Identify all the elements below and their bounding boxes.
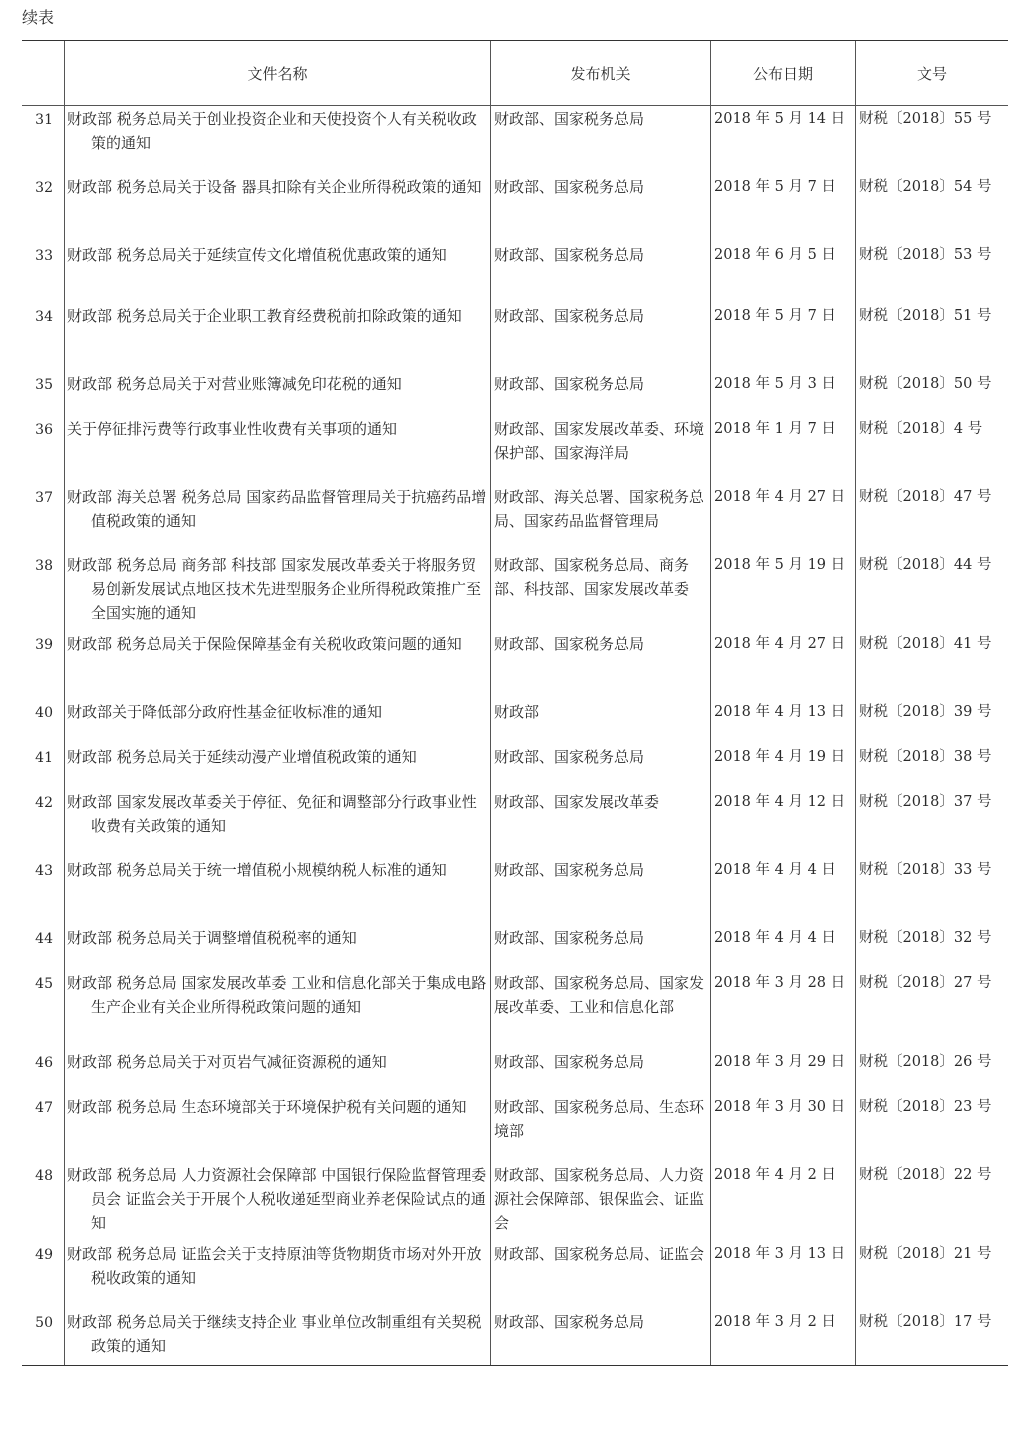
document-number-cell: 财税〔2018〕53 号 [855, 242, 1008, 303]
publish-date-cell: 2018 年 4 月 2 日 [710, 1162, 855, 1241]
issuing-authority-cell: 财政部、国家税务总局 [490, 631, 710, 699]
issuing-authority-cell: 财政部、国家税务总局 [490, 1309, 710, 1365]
document-name-cell: 财政部 税务总局 商务部 科技部 国家发展改革委关于将服务贸易创新发展试点地区技术先进型服务企业所得税政策推广至全国实施的通知 [64, 552, 490, 631]
publish-date-cell: 2018 年 4 月 4 日 [710, 857, 855, 925]
header-publish-date: 公布日期 [710, 41, 855, 105]
document-number-cell: 财税〔2018〕41 号 [855, 631, 1008, 699]
document-name-cell: 财政部 税务总局 生态环境部关于环境保护税有关问题的通知 [64, 1094, 490, 1162]
publish-date-cell: 2018 年 3 月 28 日 [710, 970, 855, 1049]
row-number: 40 [35, 705, 53, 721]
row-number: 41 [35, 750, 53, 766]
document-number-cell: 财税〔2018〕51 号 [855, 303, 1008, 371]
table-row [22, 631, 1008, 699]
header-document-name: 文件名称 [64, 41, 490, 105]
document-name-cell: 财政部 海关总署 税务总局 国家药品监督管理局关于抗癌药品增值税政策的通知 [64, 484, 490, 552]
document-name-cell: 财政部 税务总局 国家发展改革委 工业和信息化部关于集成电路生产企业有关企业所得税政策问题的通知 [64, 970, 490, 1049]
row-number: 42 [35, 795, 53, 811]
row-number: 32 [35, 180, 53, 196]
document-name-cell: 财政部 国家发展改革委关于停征、免征和调整部分行政事业性收费有关政策的通知 [64, 789, 490, 857]
document-name-cell: 财政部 税务总局关于对页岩气减征资源税的通知 [64, 1049, 490, 1094]
document-name-cell: 财政部 税务总局关于创业投资企业和天使投资个人有关税收政策的通知 [64, 106, 490, 174]
row-number: 39 [35, 637, 53, 653]
table-row [22, 1162, 1008, 1241]
document-number-cell: 财税〔2018〕44 号 [855, 552, 1008, 631]
document-number-cell: 财税〔2018〕32 号 [855, 925, 1008, 970]
publish-date-cell: 2018 年 3 月 30 日 [710, 1094, 855, 1162]
issuing-authority-cell: 财政部、海关总署、国家税务总局、国家药品监督管理局 [490, 484, 710, 552]
document-number-cell: 财税〔2018〕38 号 [855, 744, 1008, 789]
document-number-cell: 财税〔2018〕54 号 [855, 174, 1008, 242]
document-number-cell: 财税〔2018〕33 号 [855, 857, 1008, 925]
table-row [22, 1241, 1008, 1309]
row-number: 38 [35, 558, 53, 574]
table-row [22, 970, 1008, 1049]
publish-date-cell: 2018 年 1 月 7 日 [710, 416, 855, 484]
document-name-cell: 财政部 税务总局关于延续动漫产业增值税政策的通知 [64, 744, 490, 789]
document-name-cell: 财政部 税务总局关于企业职工教育经费税前扣除政策的通知 [64, 303, 490, 371]
row-number: 33 [35, 248, 53, 264]
issuing-authority-cell: 财政部、国家税务总局、商务部、科技部、国家发展改革委 [490, 552, 710, 631]
publish-date-cell: 2018 年 4 月 27 日 [710, 484, 855, 552]
issuing-authority-cell: 财政部、国家发展改革委 [490, 789, 710, 857]
table-row [22, 925, 1008, 970]
document-name-cell: 财政部 税务总局关于延续宣传文化增值税优惠政策的通知 [64, 242, 490, 303]
table-row [22, 1309, 1008, 1365]
row-number: 43 [35, 863, 53, 879]
row-number: 31 [35, 112, 53, 128]
issuing-authority-cell: 财政部、国家税务总局 [490, 174, 710, 242]
issuing-authority-cell: 财政部、国家税务总局、证监会 [490, 1241, 710, 1309]
issuing-authority-cell: 财政部、国家税务总局 [490, 303, 710, 371]
document-number-cell: 财税〔2018〕39 号 [855, 699, 1008, 744]
publish-date-cell: 2018 年 4 月 4 日 [710, 925, 855, 970]
table-row [22, 371, 1008, 416]
document-name-cell: 财政部 税务总局 证监会关于支持原油等货物期货市场对外开放税收政策的通知 [64, 1241, 490, 1309]
document-name-cell: 财政部 税务总局关于调整增值税税率的通知 [64, 925, 490, 970]
table-caption: 续表 [22, 8, 55, 27]
table-row [22, 416, 1008, 484]
header-issuing-authority: 发布机关 [490, 41, 710, 105]
publish-date-cell: 2018 年 6 月 5 日 [710, 242, 855, 303]
document-name-cell: 财政部 税务总局关于对营业账簿减免印花税的通知 [64, 371, 490, 416]
publish-date-cell: 2018 年 4 月 19 日 [710, 744, 855, 789]
publish-date-cell: 2018 年 4 月 27 日 [710, 631, 855, 699]
table-row [22, 303, 1008, 371]
publish-date-cell: 2018 年 5 月 19 日 [710, 552, 855, 631]
issuing-authority-cell: 财政部、国家税务总局 [490, 371, 710, 416]
issuing-authority-cell: 财政部、国家发展改革委、环境保护部、国家海洋局 [490, 416, 710, 484]
document-number-cell: 财税〔2018〕23 号 [855, 1094, 1008, 1162]
publish-date-cell: 2018 年 3 月 13 日 [710, 1241, 855, 1309]
row-number: 50 [35, 1315, 53, 1331]
issuing-authority-cell: 财政部、国家税务总局 [490, 857, 710, 925]
issuing-authority-cell: 财政部、国家税务总局 [490, 106, 710, 174]
document-name-cell: 关于停征排污费等行政事业性收费有关事项的通知 [64, 416, 490, 484]
document-number-cell: 财税〔2018〕47 号 [855, 484, 1008, 552]
issuing-authority-cell: 财政部、国家税务总局、生态环境部 [490, 1094, 710, 1162]
publish-date-cell: 2018 年 5 月 7 日 [710, 174, 855, 242]
document-name-cell: 财政部 税务总局关于统一增值税小规模纳税人标准的通知 [64, 857, 490, 925]
header-number [22, 41, 64, 105]
table-body [22, 106, 1008, 1365]
table-row [22, 552, 1008, 631]
document-name-cell: 财政部 税务总局关于设备 器具扣除有关企业所得税政策的通知 [64, 174, 490, 242]
issuing-authority-cell: 财政部、国家税务总局 [490, 744, 710, 789]
document-number-cell: 财税〔2018〕4 号 [855, 416, 1008, 484]
row-number: 34 [35, 309, 53, 325]
table-row [22, 1094, 1008, 1162]
publish-date-cell: 2018 年 5 月 14 日 [710, 106, 855, 174]
row-number: 49 [35, 1247, 53, 1263]
publish-date-cell: 2018 年 3 月 29 日 [710, 1049, 855, 1094]
publish-date-cell: 2018 年 5 月 7 日 [710, 303, 855, 371]
publish-date-cell: 2018 年 3 月 2 日 [710, 1309, 855, 1365]
issuing-authority-cell: 财政部、国家税务总局 [490, 1049, 710, 1094]
table-row [22, 789, 1008, 857]
header-document-number: 文号 [855, 41, 1008, 105]
table-row [22, 242, 1008, 303]
document-number-cell: 财税〔2018〕50 号 [855, 371, 1008, 416]
row-number: 37 [35, 490, 53, 506]
row-number: 45 [35, 976, 53, 992]
row-number: 46 [35, 1055, 53, 1071]
table-row [22, 106, 1008, 174]
document-number-cell: 财税〔2018〕17 号 [855, 1309, 1008, 1365]
table-row [22, 744, 1008, 789]
document-name-cell: 财政部 税务总局关于继续支持企业 事业单位改制重组有关契税政策的通知 [64, 1309, 490, 1365]
row-number: 36 [35, 422, 53, 438]
row-number: 44 [35, 931, 53, 947]
document-number-cell: 财税〔2018〕21 号 [855, 1241, 1008, 1309]
issuing-authority-cell: 财政部、国家税务总局、国家发展改革委、工业和信息化部 [490, 970, 710, 1049]
document-name-cell: 财政部关于降低部分政府性基金征收标准的通知 [64, 699, 490, 744]
publish-date-cell: 2018 年 4 月 12 日 [710, 789, 855, 857]
table-header [22, 41, 1008, 106]
table-row [22, 484, 1008, 552]
publish-date-cell: 2018 年 5 月 3 日 [710, 371, 855, 416]
document-number-cell: 财税〔2018〕22 号 [855, 1162, 1008, 1241]
table-row [22, 699, 1008, 744]
row-number: 48 [35, 1168, 53, 1184]
document-table [22, 40, 1008, 1366]
document-number-cell: 财税〔2018〕55 号 [855, 106, 1008, 174]
row-number: 47 [35, 1100, 53, 1116]
document-name-cell: 财政部 税务总局 人力资源社会保障部 中国银行保险监督管理委员会 证监会关于开展个人税收递延型商业养老保险试点的通知 [64, 1162, 490, 1241]
issuing-authority-cell: 财政部、国家税务总局 [490, 242, 710, 303]
table-row [22, 857, 1008, 925]
issuing-authority-cell: 财政部、国家税务总局、人力资源社会保障部、银保监会、证监会 [490, 1162, 710, 1241]
table-row [22, 1049, 1008, 1094]
row-number: 35 [35, 377, 53, 393]
document-name-cell: 财政部 税务总局关于保险保障基金有关税收政策问题的通知 [64, 631, 490, 699]
document-number-cell: 财税〔2018〕37 号 [855, 789, 1008, 857]
document-number-cell: 财税〔2018〕26 号 [855, 1049, 1008, 1094]
issuing-authority-cell: 财政部 [490, 699, 710, 744]
publish-date-cell: 2018 年 4 月 13 日 [710, 699, 855, 744]
table-row [22, 174, 1008, 242]
document-number-cell: 财税〔2018〕27 号 [855, 970, 1008, 1049]
issuing-authority-cell: 财政部、国家税务总局 [490, 925, 710, 970]
